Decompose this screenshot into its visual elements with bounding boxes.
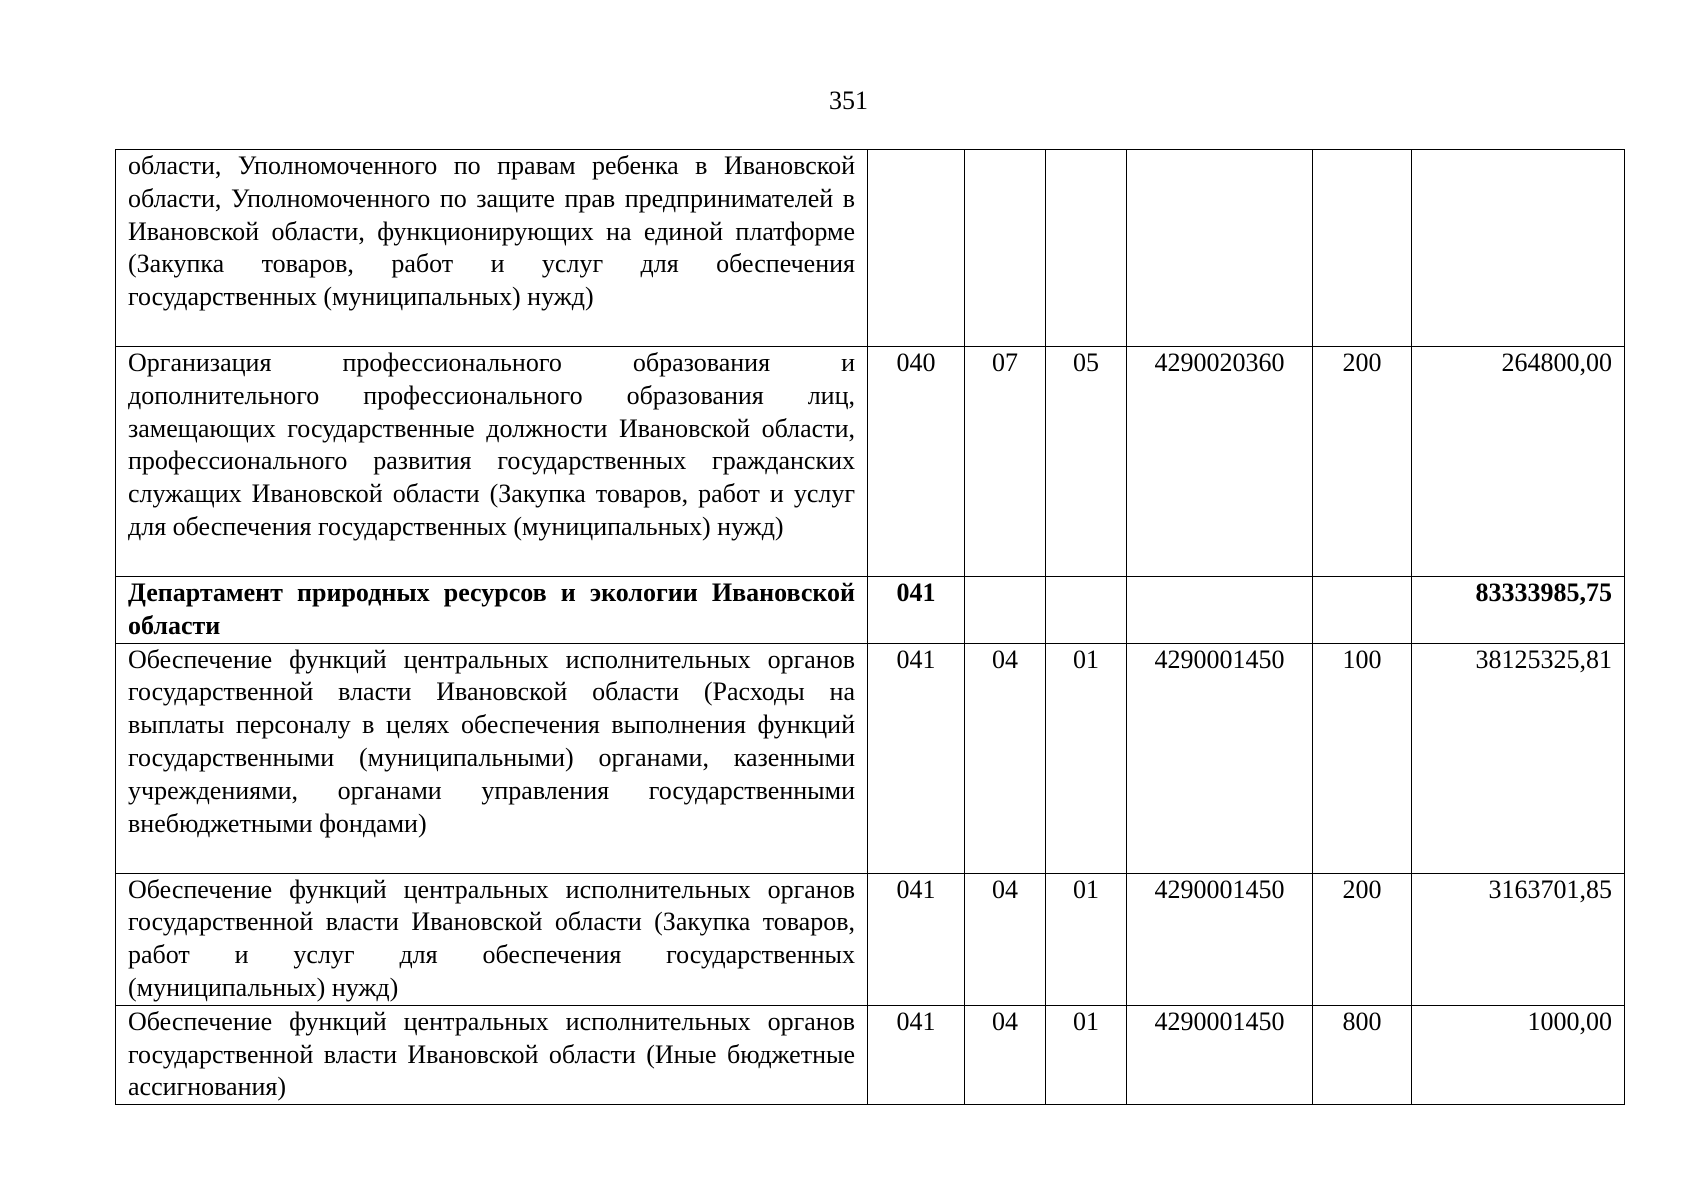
table-row [116, 150, 1625, 347]
table-row [116, 643, 1625, 873]
amount-cell: 38125325,81 [1412, 643, 1625, 873]
expense-type-cell [1313, 577, 1412, 644]
section-code-cell [965, 577, 1046, 644]
table-row [116, 873, 1625, 1005]
target-article-cell [1127, 150, 1313, 347]
description-cell: Обеспечение функций центральных исполнительных органов государственной власти Ивановской области (Закупка товаров, работ и услуг для обеспечения государственных (муниципальных) нужд) [116, 873, 868, 1005]
description-cell: Департамент природных ресурсов и экологии Ивановской области [116, 577, 868, 644]
ministry-code-cell: 041 [868, 643, 965, 873]
expense-type-cell: 200 [1313, 873, 1412, 1005]
expense-type-cell [1313, 150, 1412, 347]
subsection-code-cell: 05 [1046, 347, 1127, 577]
target-article-cell: 4290001450 [1127, 873, 1313, 1005]
ministry-code-cell [868, 150, 965, 347]
expense-type-cell: 200 [1313, 347, 1412, 577]
budget-table [115, 149, 1625, 1105]
table-row [116, 347, 1625, 577]
section-code-cell: 04 [965, 1005, 1046, 1104]
section-code-cell [965, 150, 1046, 347]
subsection-code-cell: 01 [1046, 873, 1127, 1005]
section-code-cell: 07 [965, 347, 1046, 577]
ministry-code-cell: 040 [868, 347, 965, 577]
table-row [116, 1005, 1625, 1104]
expense-type-cell: 100 [1313, 643, 1412, 873]
amount-cell: 3163701,85 [1412, 873, 1625, 1005]
description-cell: Обеспечение функций центральных исполнительных органов государственной власти Ивановской области (Расходы на выплаты персоналу в целях обеспечения выполнения функций государственными (муниципальными) органами, казенными учреждениями, органами управления государственными внебюджетными фондами) [116, 643, 868, 873]
section-code-cell: 04 [965, 873, 1046, 1005]
page-number: 351 [829, 86, 868, 115]
section-code-cell: 04 [965, 643, 1046, 873]
description-cell: Обеспечение функций центральных исполнительных органов государственной власти Ивановской области (Иные бюджетные ассигнования) [116, 1005, 868, 1104]
amount-cell: 264800,00 [1412, 347, 1625, 577]
expense-type-cell: 800 [1313, 1005, 1412, 1104]
ministry-code-cell: 041 [868, 577, 965, 644]
amount-cell: 83333985,75 [1412, 577, 1625, 644]
amount-cell [1412, 150, 1625, 347]
subsection-code-cell: 01 [1046, 1005, 1127, 1104]
target-article-cell: 4290001450 [1127, 1005, 1313, 1104]
subsection-code-cell [1046, 150, 1127, 347]
amount-cell: 1000,00 [1412, 1005, 1625, 1104]
ministry-code-cell: 041 [868, 1005, 965, 1104]
target-article-cell: 4290020360 [1127, 347, 1313, 577]
table-row-department [116, 577, 1625, 644]
target-article-cell [1127, 577, 1313, 644]
subsection-code-cell [1046, 577, 1127, 644]
subsection-code-cell: 01 [1046, 643, 1127, 873]
description-cell: области, Уполномоченного по правам ребенка в Ивановской области, Уполномоченного по защите прав предпринимателей в Ивановской области, функционирующих на единой платформе (Закупка товаров, работ и услуг для обеспечения государственных (муниципальных) нужд) [116, 150, 868, 347]
target-article-cell: 4290001450 [1127, 643, 1313, 873]
description-cell: Организация профессионального образования и дополнительного профессионального образования лиц, замещающих государственные должности Ивановской области, профессионального развития государственных гражданских служащих Ивановской области (Закупка товаров, работ и услуг для обеспечения государственных (муниципальных) нужд) [116, 347, 868, 577]
ministry-code-cell: 041 [868, 873, 965, 1005]
